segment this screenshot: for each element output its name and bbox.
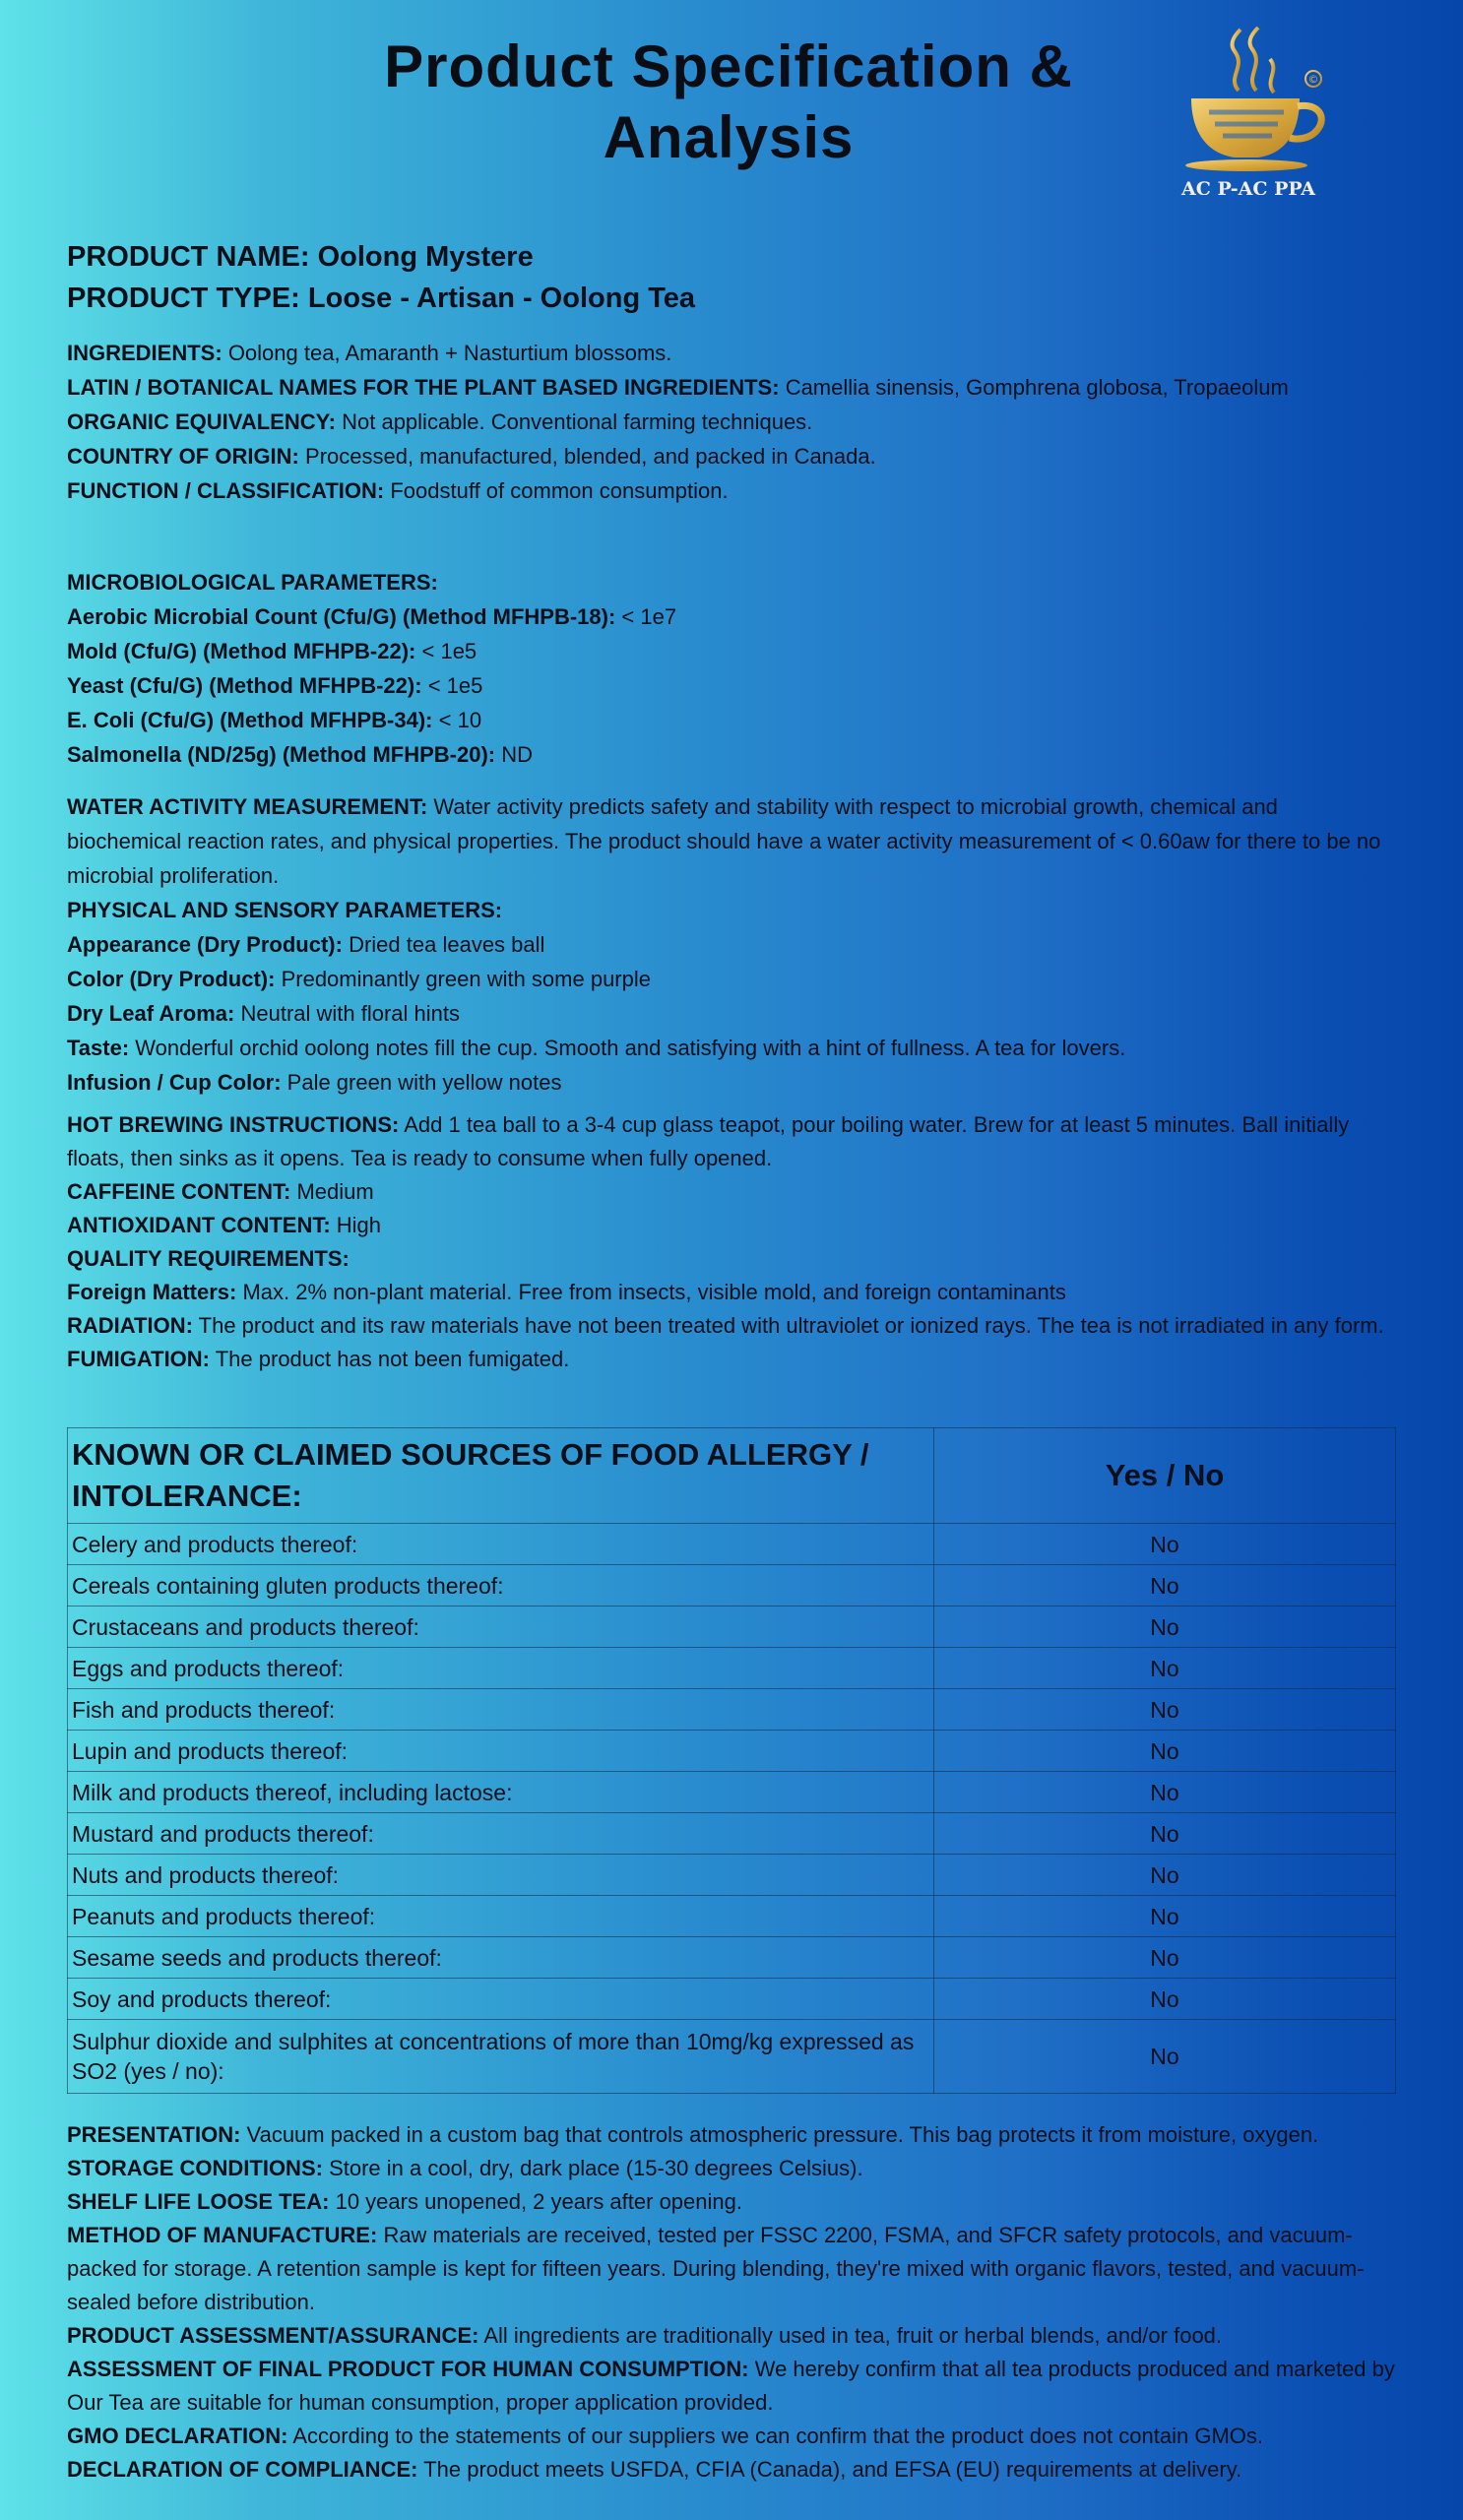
- table-row: Crustaceans and products thereof: No: [68, 1606, 1396, 1648]
- brewing-and-quality: [67, 1108, 1396, 1376]
- spec-line: Appearance (Dry Product): Dried tea leaves ball: [67, 932, 545, 957]
- spec-line: Salmonella (ND/25g) (Method MFHPB-20): ND: [67, 742, 534, 767]
- microbiological-parameters: [67, 565, 1396, 772]
- section-heading: QUALITY REQUIREMENTS:: [67, 1246, 350, 1271]
- spec-line: Dry Leaf Aroma: Neutral with floral hints: [67, 1001, 461, 1026]
- logo-text: AC P-AC PPA: [1180, 178, 1316, 195]
- spec-line: ANTIOXIDANT CONTENT: High: [67, 1213, 382, 1237]
- spec-line: Foreign Matters: Max. 2% non-plant material. Free from insects, visible mold, and foreign contaminants: [67, 1280, 1066, 1304]
- spec-line: LATIN / BOTANICAL NAMES FOR THE PLANT BASED INGREDIENTS: Camellia sinensis, Gomphrena globosa, Tropaeolum: [67, 375, 1289, 400]
- product-type: Loose - Artisan - Oolong Tea: [307, 283, 696, 314]
- spec-line: RADIATION: The product and its raw materials have not been treated with ultraviolet or ionized rays. The tea is not irradiated in any form.: [67, 1313, 1384, 1338]
- table-row: Soy and products thereof: No: [68, 1979, 1396, 2020]
- section-heading: PHYSICAL AND SENSORY PARAMETERS:: [67, 898, 503, 922]
- product-name-line: PRODUCT NAME: Oolong Mystere: [67, 241, 534, 273]
- spec-line: Color (Dry Product): Predominantly green with some purple: [67, 967, 651, 991]
- spec-line: GMO DECLARATION: According to the statements of our suppliers we can confirm that the product does not contain GMOs.: [67, 2424, 1263, 2448]
- spec-line: STORAGE CONDITIONS: Store in a cool, dry, dark place (15-30 degrees Celsius).: [67, 2156, 863, 2180]
- allergy-header: KNOWN OR CLAIMED SOURCES OF FOOD ALLERGY / INTOLERANCE:: [68, 1428, 934, 1524]
- spec-line: E. Coli (Cfu/G) (Method MFHPB-34): < 10: [67, 708, 482, 732]
- yes-no-header: Yes / No: [934, 1428, 1396, 1524]
- spec-line: CAFFEINE CONTENT: Medium: [67, 1179, 374, 1204]
- spec-line: WATER ACTIVITY MEASUREMENT: Water activity predicts safety and stability with respect to microbial growth, chemical and biochemical reaction rates, and physical properties. The product should have a water activity measurement of < 0.60aw for there to be no microbial proliferation.: [67, 794, 1381, 888]
- table-row: Sesame seeds and products thereof: No: [68, 1937, 1396, 1979]
- spec-line: Aerobic Microbial Count (Cfu/G) (Method MFHPB-18): < 1e7: [67, 604, 677, 629]
- tea-cup-logo: [1170, 22, 1343, 195]
- spec-line: DECLARATION OF COMPLIANCE: The product meets USFDA, CFIA (Canada), and EFSA (EU) requirements at delivery.: [67, 2457, 1242, 2482]
- water-and-sensory: [67, 789, 1396, 1100]
- table-row: Mustard and products thereof: No: [68, 1813, 1396, 1855]
- spec-line: FUMIGATION: The product has not been fumigated.: [67, 1347, 570, 1371]
- page-title: Product Specification & Analysis: [384, 33, 1073, 170]
- spec-line: PRESENTATION: Vacuum packed in a custom bag that controls atmospheric pressure. This bag protects it from moisture, oxygen.: [67, 2122, 1319, 2147]
- table-row: Peanuts and products thereof: No: [68, 1896, 1396, 1937]
- spec-line: ASSESSMENT OF FINAL PRODUCT FOR HUMAN CONSUMPTION: We hereby confirm that all tea products produced and marketed by Our Tea are suitable for human consumption, proper application provided.: [67, 2357, 1395, 2415]
- product-type-line: PRODUCT TYPE: Loose - Artisan - Oolong Tea: [67, 283, 696, 314]
- spec-line: INGREDIENTS: Oolong tea, Amaranth + Nasturtium blossoms.: [67, 341, 672, 365]
- spec-line: Mold (Cfu/G) (Method MFHPB-22): < 1e5: [67, 639, 477, 663]
- spec-line: PRODUCT ASSESSMENT/ASSURANCE: All ingredients are traditionally used in tea, fruit or herbal blends, and/or food.: [67, 2323, 1223, 2348]
- spec-line: SHELF LIFE LOOSE TEA: 10 years unopened, 2 years after opening.: [67, 2189, 742, 2214]
- footer-declarations: [67, 2118, 1396, 2487]
- table-row: Lupin and products thereof: No: [68, 1731, 1396, 1772]
- spec-line: Infusion / Cup Color: Pale green with yellow notes: [67, 1070, 562, 1095]
- product-name: Oolong Mystere: [317, 241, 534, 273]
- copyright-mark: ©: [1307, 73, 1319, 86]
- table-row: Celery and products thereof: No: [68, 1524, 1396, 1565]
- product-heading: [67, 236, 695, 319]
- table-row: Sulphur dioxide and sulphites at concentrations of more than 10mg/kg expressed as SO2 (yes / no): No: [68, 2020, 1396, 2094]
- general-info: [67, 336, 1396, 508]
- section-heading: MICROBIOLOGICAL PARAMETERS:: [67, 570, 438, 595]
- spec-line: COUNTRY OF ORIGIN: Processed, manufactured, blended, and packed in Canada.: [67, 444, 876, 469]
- spec-line: METHOD OF MANUFACTURE: Raw materials are received, tested per FSSC 2200, FSMA, and SFCR safety protocols, and vacuum-packed for storage. A retention sample is kept for fifteen years. During blending, they're mixed with organic flavors, tested, and vacuum-sealed before distribution.: [67, 2223, 1365, 2314]
- spec-line: ORGANIC EQUIVALENCY: Not applicable. Conventional farming techniques.: [67, 410, 813, 434]
- table-row: Fish and products thereof: No: [68, 1689, 1396, 1731]
- spec-line: HOT BREWING INSTRUCTIONS: Add 1 tea ball to a 3-4 cup glass teapot, pour boiling water. Brew for at least 5 minutes. Ball initially floats, then sinks as it opens. Tea is ready to consume when fully opened.: [67, 1112, 1350, 1170]
- spec-line: Taste: Wonderful orchid oolong notes fill the cup. Smooth and satisfying with a hint of fullness. A tea for lovers.: [67, 1036, 1126, 1060]
- spec-line: Yeast (Cfu/G) (Method MFHPB-22): < 1e5: [67, 673, 483, 698]
- spec-line: FUNCTION / CLASSIFICATION: Foodstuff of common consumption.: [67, 478, 729, 503]
- table-row: Nuts and products thereof: No: [68, 1855, 1396, 1896]
- table-row: Eggs and products thereof: No: [68, 1648, 1396, 1689]
- table-header-row: [68, 1428, 1396, 1524]
- allergy-table: [67, 1427, 1396, 2094]
- table-row: Milk and products thereof, including lactose: No: [68, 1772, 1396, 1813]
- table-row: Cereals containing gluten products thereof: No: [68, 1565, 1396, 1606]
